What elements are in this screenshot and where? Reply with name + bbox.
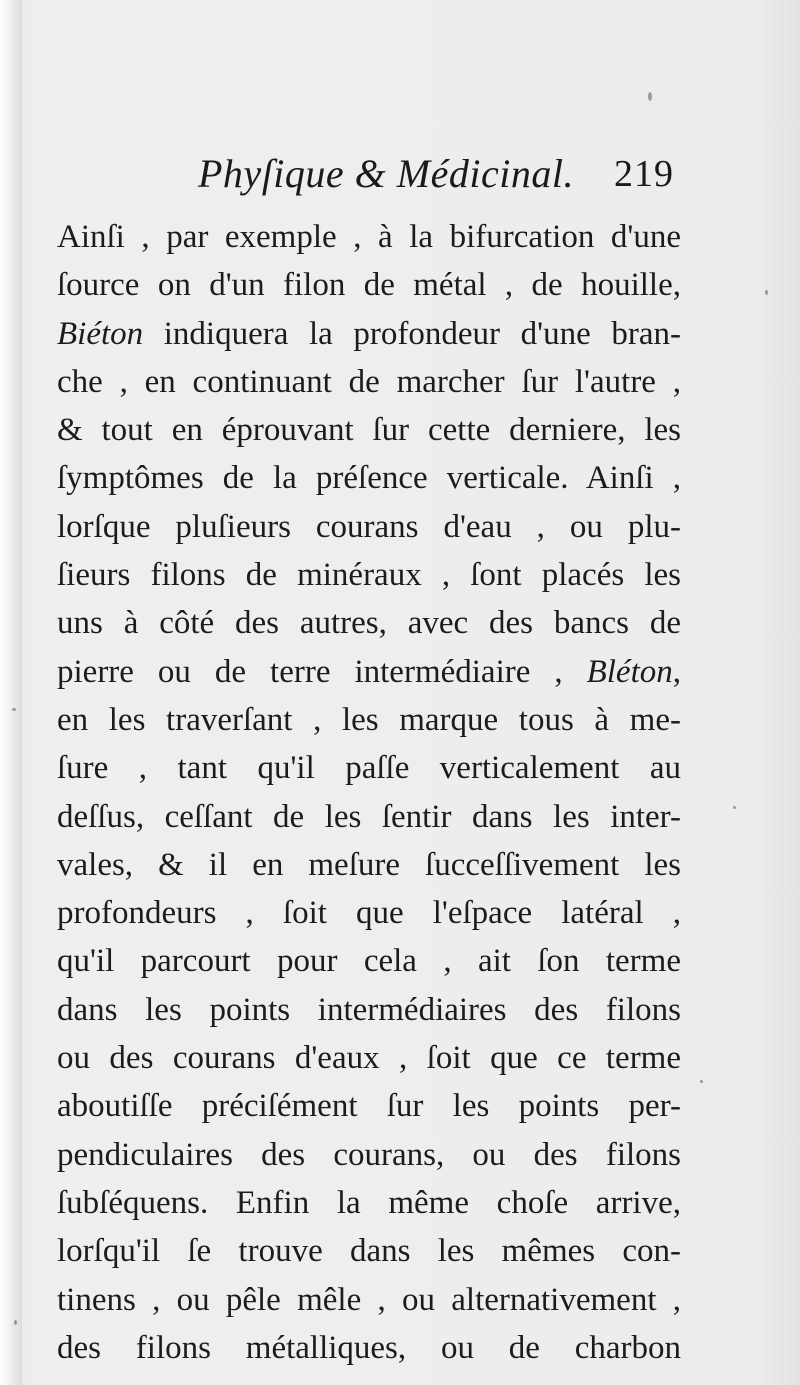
person-name-italic: Biéton [57, 315, 144, 352]
text-line: ſubſéquens. Enfin la même choſe arrive, [57, 1184, 681, 1221]
text-line: ſource on d'un filon de métal , de houille, [57, 267, 681, 304]
text-line: en les traverſant , les marque tous à me- [57, 701, 681, 738]
text-line: ſymptômes de la préſence verticale. Ainſi , [57, 460, 681, 497]
body-text [57, 213, 681, 1372]
paper-speck [648, 92, 652, 101]
paper-speck [12, 708, 16, 711]
paper-speck [700, 1080, 703, 1083]
text-line: deſſus, ceſſant de les ſentir dans les inter- [57, 798, 681, 835]
text-line: vales, & il en meſure ſucceſſivement les [57, 846, 681, 883]
person-name-italic: Bléton [586, 653, 673, 690]
text-line: des filons métalliques, ou de charbon [57, 1329, 681, 1366]
paper-speck [765, 290, 768, 295]
text-line: tinens , ou pêle mêle , ou alternativement , [57, 1281, 681, 1318]
paper-speck [14, 1320, 17, 1325]
text-line: Ainſi , par exemple , à la bifurcation d'une [57, 219, 681, 255]
text-line: & tout en éprouvant ſur cette derniere, les [57, 412, 681, 449]
page-header [0, 150, 800, 210]
page-number: 219 [614, 153, 674, 195]
text-line: qu'il parcourt pour cela , ait ſon terme [57, 943, 681, 980]
text-line: che , en continuant de marcher ſur l'autre , [57, 363, 681, 400]
text-line: lorſqu'il ſe trouve dans les mêmes con- [57, 1233, 681, 1270]
paper-speck [733, 806, 736, 809]
text-line: dans les points intermédiaires des filons [57, 991, 681, 1028]
running-title: Phyſique & Médicinal. [198, 151, 574, 196]
text-line: ſure , tant qu'il paſſe verticalement au [57, 750, 681, 787]
text-line: uns à côté des autres, avec des bancs de [57, 605, 681, 642]
text-line: Biéton indiquera la profondeur d'une bran- [57, 315, 681, 352]
text-line: lorſque pluſieurs courans d'eau , ou plu- [57, 508, 681, 545]
text-line: ou des courans d'eaux , ſoit que ce terme [57, 1040, 681, 1077]
text-line: ſieurs filons de minéraux , ſont placés les [57, 557, 681, 594]
text-line: pierre ou de terre intermédiaire , Bléton, [57, 653, 681, 690]
text-line: pendiculaires des courans, ou des filons [57, 1136, 681, 1173]
text-line: aboutiſſe préciſément ſur les points per- [57, 1088, 681, 1125]
text-line: profondeurs , ſoit que l'eſpace latéral , [57, 895, 681, 932]
